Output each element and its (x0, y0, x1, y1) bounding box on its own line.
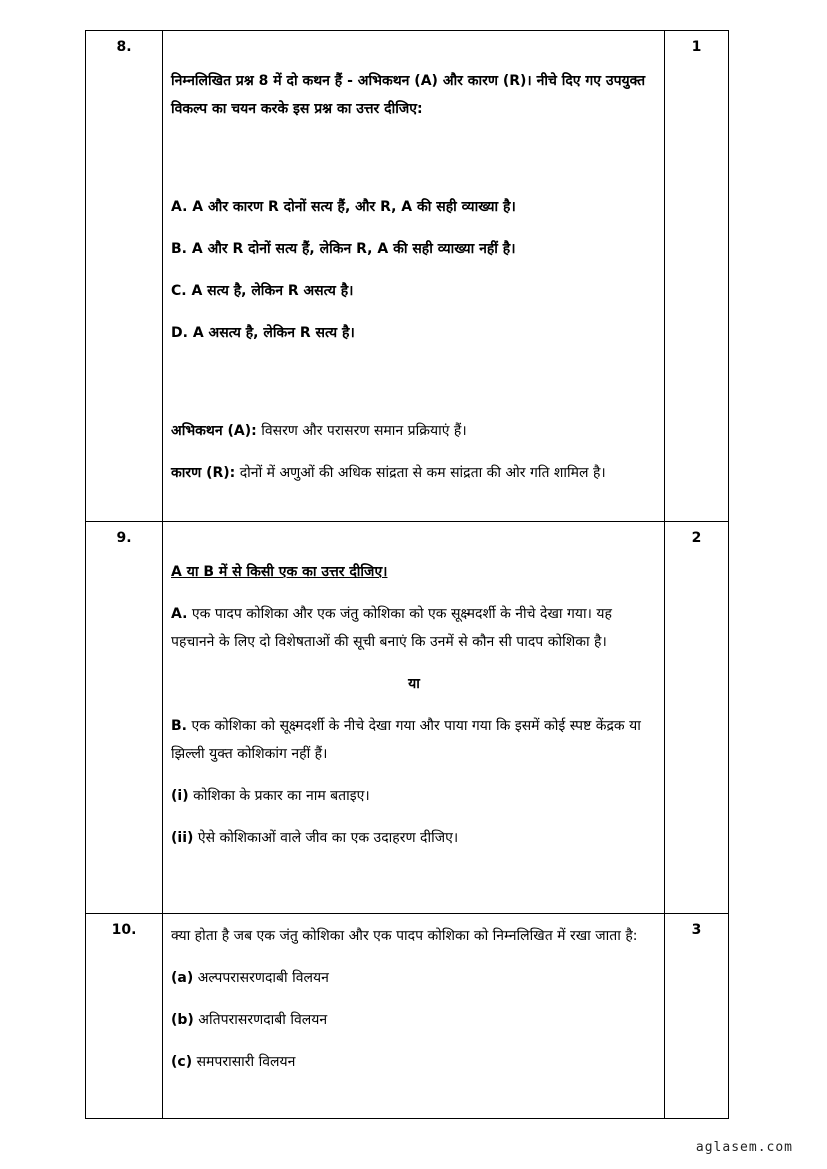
question-number: 9. (86, 522, 163, 914)
question-marks: 1 (665, 31, 729, 522)
question-number: 8. (86, 31, 163, 522)
part-a-text: एक पादप कोशिका और एक जंतु कोशिका को एक सूक्ष्मदर्शी के नीचे देखा गया। यह पहचानने के लिए दो विशेषताओं की सूची बनाएं कि उनमें से कौन सी पादप कोशिका है। (171, 606, 612, 650)
question-content (163, 522, 665, 914)
question-instruction: A या B में से किसी एक का उत्तर दीजिए। (171, 564, 388, 580)
option-c: C. A सत्य है, लेकिन R असत्य है। (171, 283, 354, 299)
option-d: D. A असत्य है, लेकिन R सत्य है। (171, 325, 355, 341)
part-a (171, 600, 657, 656)
question-table (85, 30, 729, 1119)
question-marks: 2 (665, 522, 729, 914)
question-row-10 (86, 914, 729, 1119)
question-number: 10. (86, 914, 163, 1119)
part-text: अतिपरासरणदाबी विलयन (198, 1012, 328, 1028)
part-label: (a) (171, 970, 194, 986)
part-text: अल्पपरासरणदाबी विलयन (197, 970, 329, 986)
part-b (171, 712, 657, 768)
reason-label: कारण (R): (171, 465, 236, 481)
part-a-label: A. (171, 606, 188, 622)
sub-part-i (171, 782, 657, 810)
question-instruction: निम्नलिखित प्रश्न 8 में दो कथन हैं - अभिकथन (A) और कारण (R)। नीचे दिए गए उपयुक्त विकल्प का चयन करके इस प्रश्न का उत्तर दीजिए: (171, 73, 646, 117)
part-c (171, 1048, 657, 1076)
question-marks: 3 (665, 914, 729, 1119)
reason (171, 459, 657, 487)
part-label: (c) (171, 1054, 193, 1070)
part-a (171, 964, 657, 992)
footer-watermark: aglasem.com (695, 1140, 793, 1155)
sub-part-label: (ii) (171, 830, 194, 846)
part-b-text: एक कोशिका को सूक्ष्मदर्शी के नीचे देखा गया और पाया गया कि इसमें कोई स्पष्ट केंद्रक या झिल्ली युक्त कोशिकांग नहीं हैं। (171, 718, 641, 762)
sub-part-ii (171, 824, 657, 852)
assertion-text: विसरण और परासरण समान प्रक्रियाएं हैं। (261, 423, 467, 439)
part-b-label: B. (171, 718, 187, 734)
part-label: (b) (171, 1012, 194, 1028)
sub-part-label: (i) (171, 788, 189, 804)
question-row-9 (86, 522, 729, 914)
option-b: B. A और R दोनों सत्य हैं, लेकिन R, A की सही व्याख्या नहीं है। (171, 241, 516, 257)
question-content (163, 914, 665, 1119)
question-stem: क्या होता है जब एक जंतु कोशिका और एक पादप कोशिका को निम्नलिखित में रखा जाता है: (171, 928, 638, 944)
question-content (163, 31, 665, 522)
option-a: A. A और कारण R दोनों सत्य हैं, और R, A की सही व्याख्या है। (171, 199, 516, 215)
sub-part-text: कोशिका के प्रकार का नाम बताइए। (193, 788, 370, 804)
assertion (171, 417, 657, 445)
question-table-frame (85, 30, 728, 1120)
part-text: समपरासारी विलयन (196, 1054, 296, 1070)
reason-text: दोनों में अणुओं की अधिक सांद्रता से कम सांद्रता की ओर गति शामिल है। (239, 465, 606, 481)
part-b (171, 1006, 657, 1034)
or-separator: या (408, 676, 420, 692)
assertion-label: अभिकथन (A): (171, 423, 257, 439)
sub-part-text: ऐसे कोशिकाओं वाले जीव का एक उदाहरण दीजिए। (197, 830, 459, 846)
question-row-8 (86, 31, 729, 522)
